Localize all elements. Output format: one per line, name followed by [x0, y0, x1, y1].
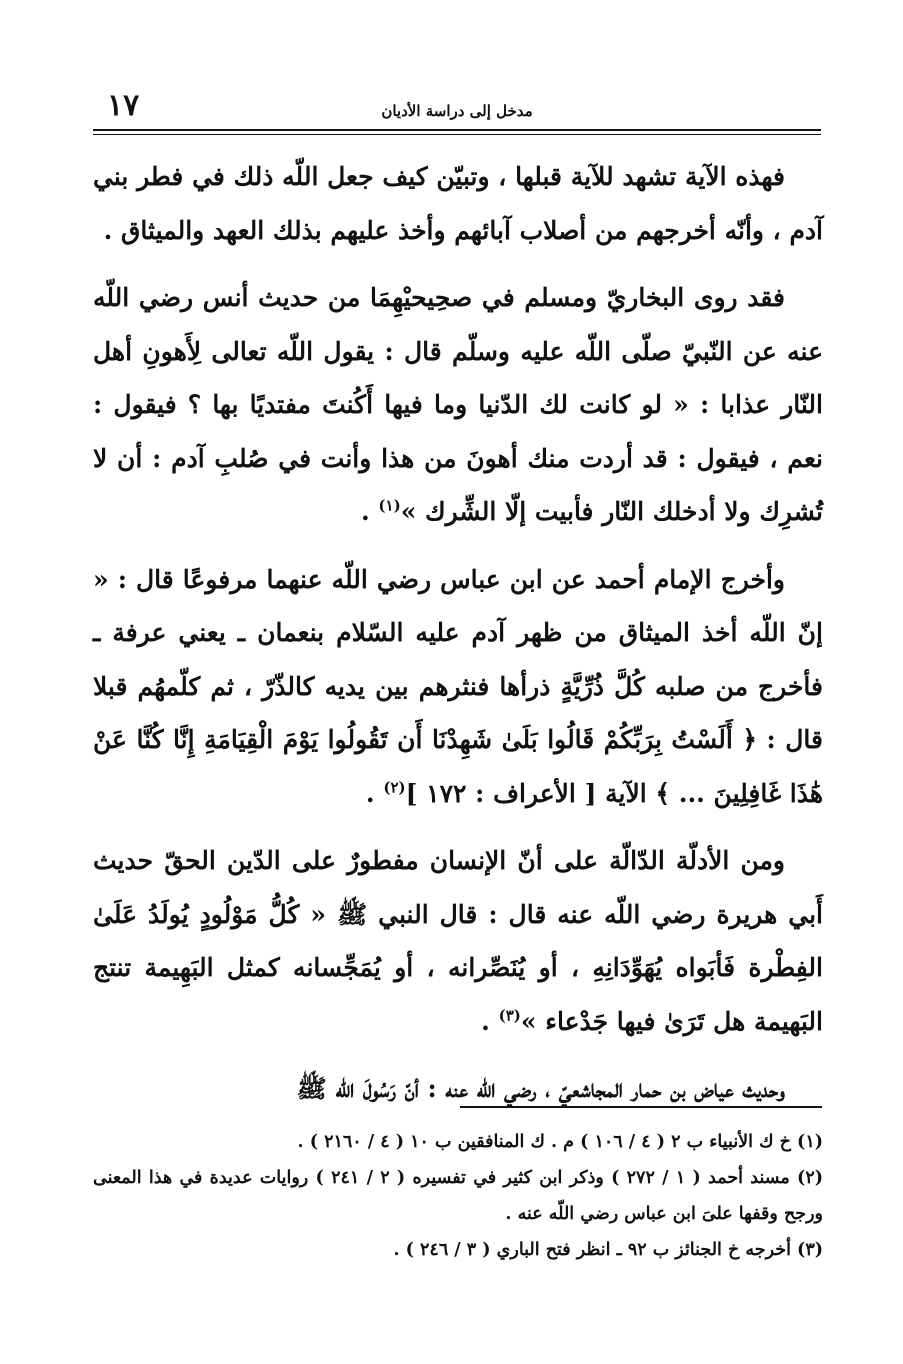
page-number: ١٧	[107, 88, 140, 123]
paragraph	[93, 271, 823, 539]
footnote-reference: (٢)	[383, 778, 406, 797]
footnote-divider	[460, 1106, 822, 1108]
running-title: مدخل إلى دراسة الأديان	[381, 102, 533, 120]
paragraph-text: فقد روى البخاريّ ومسلم في صحِيحيْهِمَا من حديث أنس رضي اللّه عنه عن النّبيّ صلّى اللّه عليه وسلّم قال : يقول اللّه تعالى لِأَهونِ أهل النّار عذابا : « لو كانت لك الدّنيا وما فيها أَكُنتَ مفتديًا بها ؟ فيقول : نعم ، فيقول : قد أردت منك أهونَ من هذا وأنت في صُلبِ آدم : أن لا تُشرِك ولا أدخلك النّار فأبيت إلّا الشِّرك »	[93, 283, 823, 526]
footnote: (٢) مسند أحمد ( ١ / ٢٧٢ ) وذكر ابن كثير في تفسيره ( ٢ / ٢٤١ ) روايات عديدة في هذا المعنى ورجح وقفها علىَ ابن عباس رضي اللّه عنه .	[93, 1168, 824, 1224]
paragraph-text: وحديث عياض بن حمار المجاشعيّ ، رضي اللّه عنه : أنّ رَسُولَ اللّه ﷺ	[296, 1074, 785, 1103]
body-text	[93, 150, 823, 1130]
paragraph-text: فهذه الآية تشهد للآية قبلها ، وتبيّن كيف جعل اللّه ذلك في فطر بني آدم ، وأنّه أخرجهم من أصلاب آبائهم وأخذ عليهم بذلك العهد والميثاق .	[93, 162, 823, 245]
header-rule-thin	[93, 134, 821, 135]
paragraph	[93, 834, 823, 1048]
paragraph-text: وأخرج الإمام أحمد عن ابن عباس رضي اللّه عنهما مرفوعًا قال : « إنّ اللّه أخذ الميثاق من ظهر آدم عليه السّلام بنعمان ـ يعني عرفة ـ فأخرج من صلبه كُلَّ ذُرِّيَّةٍ ذرأها فنثرهم بين يديه كالذّرّ ، ثم كلّمهُم قبلا قال : ﴿ أَلَسْتُ بِرَبِّكُمْ قَالُوا بَلَىٰ شَهِدْنَا أَن تَقُولُوا يَوْمَ الْقِيَامَةِ إِنَّا كُنَّا عَنْ هَٰذَا غَافِلِينَ ... ﴾ الآية [ الأعراف : ١٧٢ ]	[93, 564, 823, 808]
paragraph-tail: .	[481, 1006, 499, 1036]
footnote: (١) خ ك الأنبياء ب ٢ ( ٤ / ١٠٦ ) م . ك المنافقين ب ١٠ ( ٤ / ٢١٦٠ ) .	[297, 1132, 823, 1152]
header-rule	[93, 129, 821, 131]
paragraph	[93, 150, 823, 257]
paragraph-tail: .	[365, 778, 384, 808]
footnote-reference: (٣)	[498, 1006, 521, 1025]
footnote-reference: (١)	[378, 496, 401, 515]
page-header	[93, 88, 821, 128]
paragraph	[93, 553, 823, 821]
paragraph-tail: .	[360, 497, 379, 526]
footnotes	[93, 1124, 823, 1268]
paragraph-text: ومن الأدلّة الدّالّة على أنّ الإنسان مفطورٌ على الدّين الحقّ حديث أَبي هريرة رضي اللّه عنه قال : قال النبي ﷺ « كُلُّ مَوْلُودٍ يُولَدُ عَلَىٰ الفِطْرة فَأبَواه يُهَوِّدَانِهِ ، أو يُنَصِّرانه ، أو يُمَجِّسانه كمثل البَهِيمة تنتج البَهيمة هل تَرَىٰ فيها جَدْعاء »	[93, 846, 823, 1036]
footnote: (٣) أخرجه خ الجنائز ب ٩٢ ـ انظر فتح الباري ( ٣ / ٢٤٦ ) .	[393, 1240, 823, 1260]
